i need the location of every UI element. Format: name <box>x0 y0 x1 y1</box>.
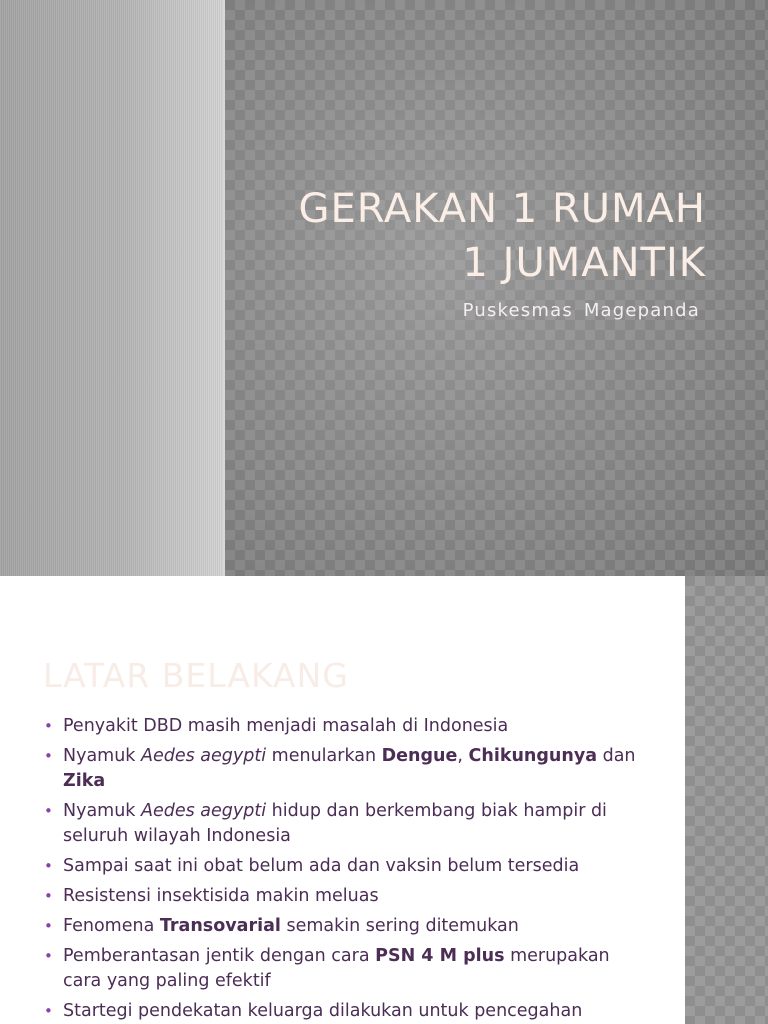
bullet-icon: • <box>44 717 53 735</box>
text-segment: merupakan cara yang paling efektif <box>63 946 610 991</box>
bullet-icon: • <box>44 947 53 965</box>
text-segment: semakin sering ditemukan <box>280 916 519 936</box>
text-segment: Nyamuk <box>63 801 142 821</box>
italic-text: Aedes aegypti <box>141 746 267 766</box>
slide-pattern-strip <box>685 576 768 1024</box>
text-segment: Pemberantasan jentik dengan cara <box>63 946 376 966</box>
bold-text: Transovarial <box>159 916 281 936</box>
text-segment: Fenomena <box>63 916 160 936</box>
text-segment: Penyakit DBD masih menjadi masalah di Indonesia <box>63 716 509 736</box>
slide-title-line1: GERAKAN 1 RUMAH <box>298 186 706 232</box>
text-segment: Nyamuk <box>63 746 142 766</box>
bold-text: PSN 4 M plus <box>375 946 505 966</box>
text-segment: , <box>457 746 469 766</box>
bold-text: Chikungunya <box>468 746 598 766</box>
bullet-item <box>44 884 644 909</box>
bullet-icon: • <box>44 887 53 905</box>
bullet-item <box>44 714 644 739</box>
text-segment: Startegi pendekatan keluarga dilakukan untuk pencegahan <box>63 1001 583 1021</box>
slide-title <box>266 182 706 290</box>
bullet-icon: • <box>44 857 53 875</box>
slide-title-line2: 1 JUMANTIK <box>462 240 706 286</box>
section-heading: LATAR BELAKANG <box>43 656 349 695</box>
slide-subtitle: Puskesmas Magepanda <box>462 300 700 321</box>
bullet-item <box>44 854 644 879</box>
text-segment: hidup dan berkembang biak hampir di seluruh wilayah Indonesia <box>63 801 607 846</box>
text-segment: Sampai saat ini obat belum ada dan vaksin belum tersedia <box>63 856 580 876</box>
bullet-item <box>44 799 644 849</box>
slide-left-panel <box>0 0 223 576</box>
bullet-icon: • <box>44 747 53 765</box>
bold-text: Dengue <box>381 746 458 766</box>
bullet-item <box>44 999 644 1024</box>
bullet-list <box>44 714 644 1024</box>
bullet-item <box>44 744 644 794</box>
text-segment: dan <box>597 746 636 766</box>
bold-text: Zika <box>63 771 106 791</box>
bullet-icon: • <box>44 802 53 820</box>
bullet-icon: • <box>44 917 53 935</box>
bullet-icon: • <box>44 1002 53 1020</box>
bullet-item <box>44 914 644 939</box>
bullet-item <box>44 944 644 994</box>
text-segment: menularkan <box>266 746 382 766</box>
content-slide <box>0 576 768 1024</box>
text-segment: Resistensi insektisida makin meluas <box>63 886 379 906</box>
italic-text: Aedes aegypti <box>141 801 267 821</box>
